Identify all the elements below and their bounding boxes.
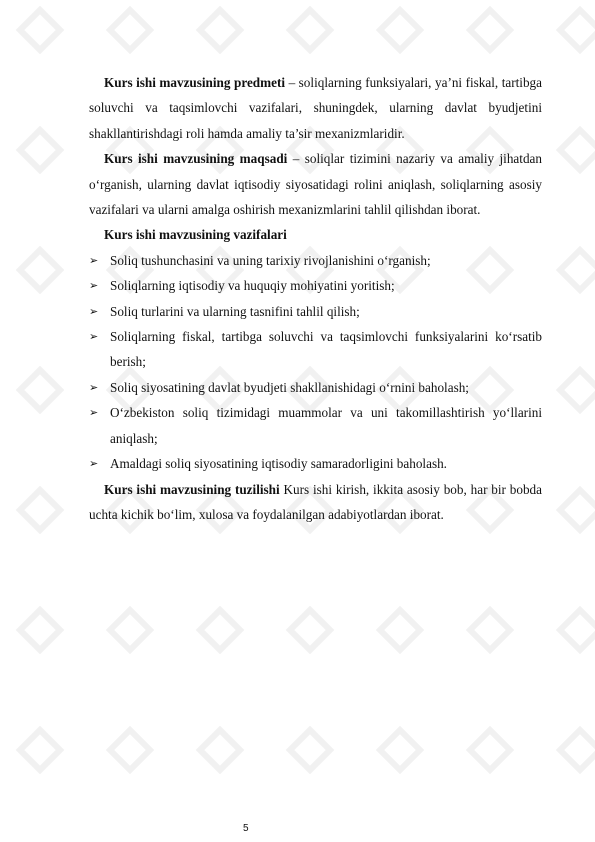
list-item bbox=[89, 375, 542, 400]
arrow-bullet-icon: ➢ bbox=[89, 279, 99, 293]
task-text: Amaldagi soliq siyosatining iqtisodiy samaradorligini baholash. bbox=[110, 456, 447, 472]
structure-lead: Kurs ishi mavzusining tuzilishi bbox=[104, 481, 280, 497]
list-item bbox=[89, 248, 542, 273]
task-text: Soliqlarning fiskal, tartibga soluvchi va taqsimlovchi funksiyalarini ko‘rsatib berish; bbox=[110, 329, 542, 370]
arrow-bullet-icon: ➢ bbox=[89, 380, 99, 394]
goal-lead: Kurs ishi mavzusining maqsadi bbox=[104, 151, 288, 167]
task-text: Soliq turlarini va ularning tasnifini tahlil qilish; bbox=[110, 303, 360, 319]
subject-text: – soliqlarning funksiyalari, ya’ni fiskal, tartibga soluvchi va taqsimlovchi vazifalari, shuningdek, ularning davlat byudjetini shakllantirishdagi roli hamda amaliy ta’sir mexanizmlaridir. bbox=[89, 75, 542, 141]
task-text: Soliq siyosatining davlat byudjeti shakllanishidagi o‘rnini baholash; bbox=[110, 379, 469, 395]
subject-paragraph bbox=[89, 70, 542, 146]
task-text: Soliqlarning iqtisodiy va huquqiy mohiyatini yoritish; bbox=[110, 278, 395, 294]
list-item bbox=[89, 451, 542, 476]
page-number: 5 bbox=[243, 823, 249, 834]
structure-text: Kurs ishi kirish, ikkita asosiy bob, har bir bobda uchta kichik bo‘lim, xulosa va foydalanilgan adabiyotlardan iborat. bbox=[89, 481, 543, 522]
document-body bbox=[89, 70, 542, 527]
arrow-bullet-icon: ➢ bbox=[89, 304, 99, 318]
arrow-bullet-icon: ➢ bbox=[89, 330, 99, 344]
list-item bbox=[89, 324, 542, 375]
arrow-bullet-icon: ➢ bbox=[89, 457, 99, 471]
goal-paragraph bbox=[89, 146, 542, 222]
task-text: O‘zbekiston soliq tizimidagi muammolar va uni takomillashtirish yo‘llarini aniqlash; bbox=[110, 405, 542, 446]
list-item bbox=[89, 273, 542, 298]
arrow-bullet-icon: ➢ bbox=[89, 406, 99, 420]
tasks-heading: Kurs ishi mavzusining vazifalari bbox=[104, 227, 287, 243]
arrow-bullet-icon: ➢ bbox=[89, 253, 99, 267]
list-item bbox=[89, 299, 542, 324]
task-text: Soliq tushunchasini va uning tarixiy rivojlanishini o‘rganish; bbox=[110, 252, 431, 268]
list-item bbox=[89, 400, 542, 451]
subject-lead: Kurs ishi mavzusining predmeti bbox=[104, 75, 286, 90]
goal-text: – soliqlar tizimini nazariy va amaliy jihatdan o‘rganish, ularning davlat iqtisodiy siyosatidagi rolini aniqlash, soliqlarning asosiy vazifalari va ularni amalga oshirish mexanizmlarini tahlil qilishdan iborat. bbox=[89, 151, 542, 218]
structure-paragraph bbox=[89, 477, 542, 528]
tasks-list bbox=[89, 248, 542, 477]
